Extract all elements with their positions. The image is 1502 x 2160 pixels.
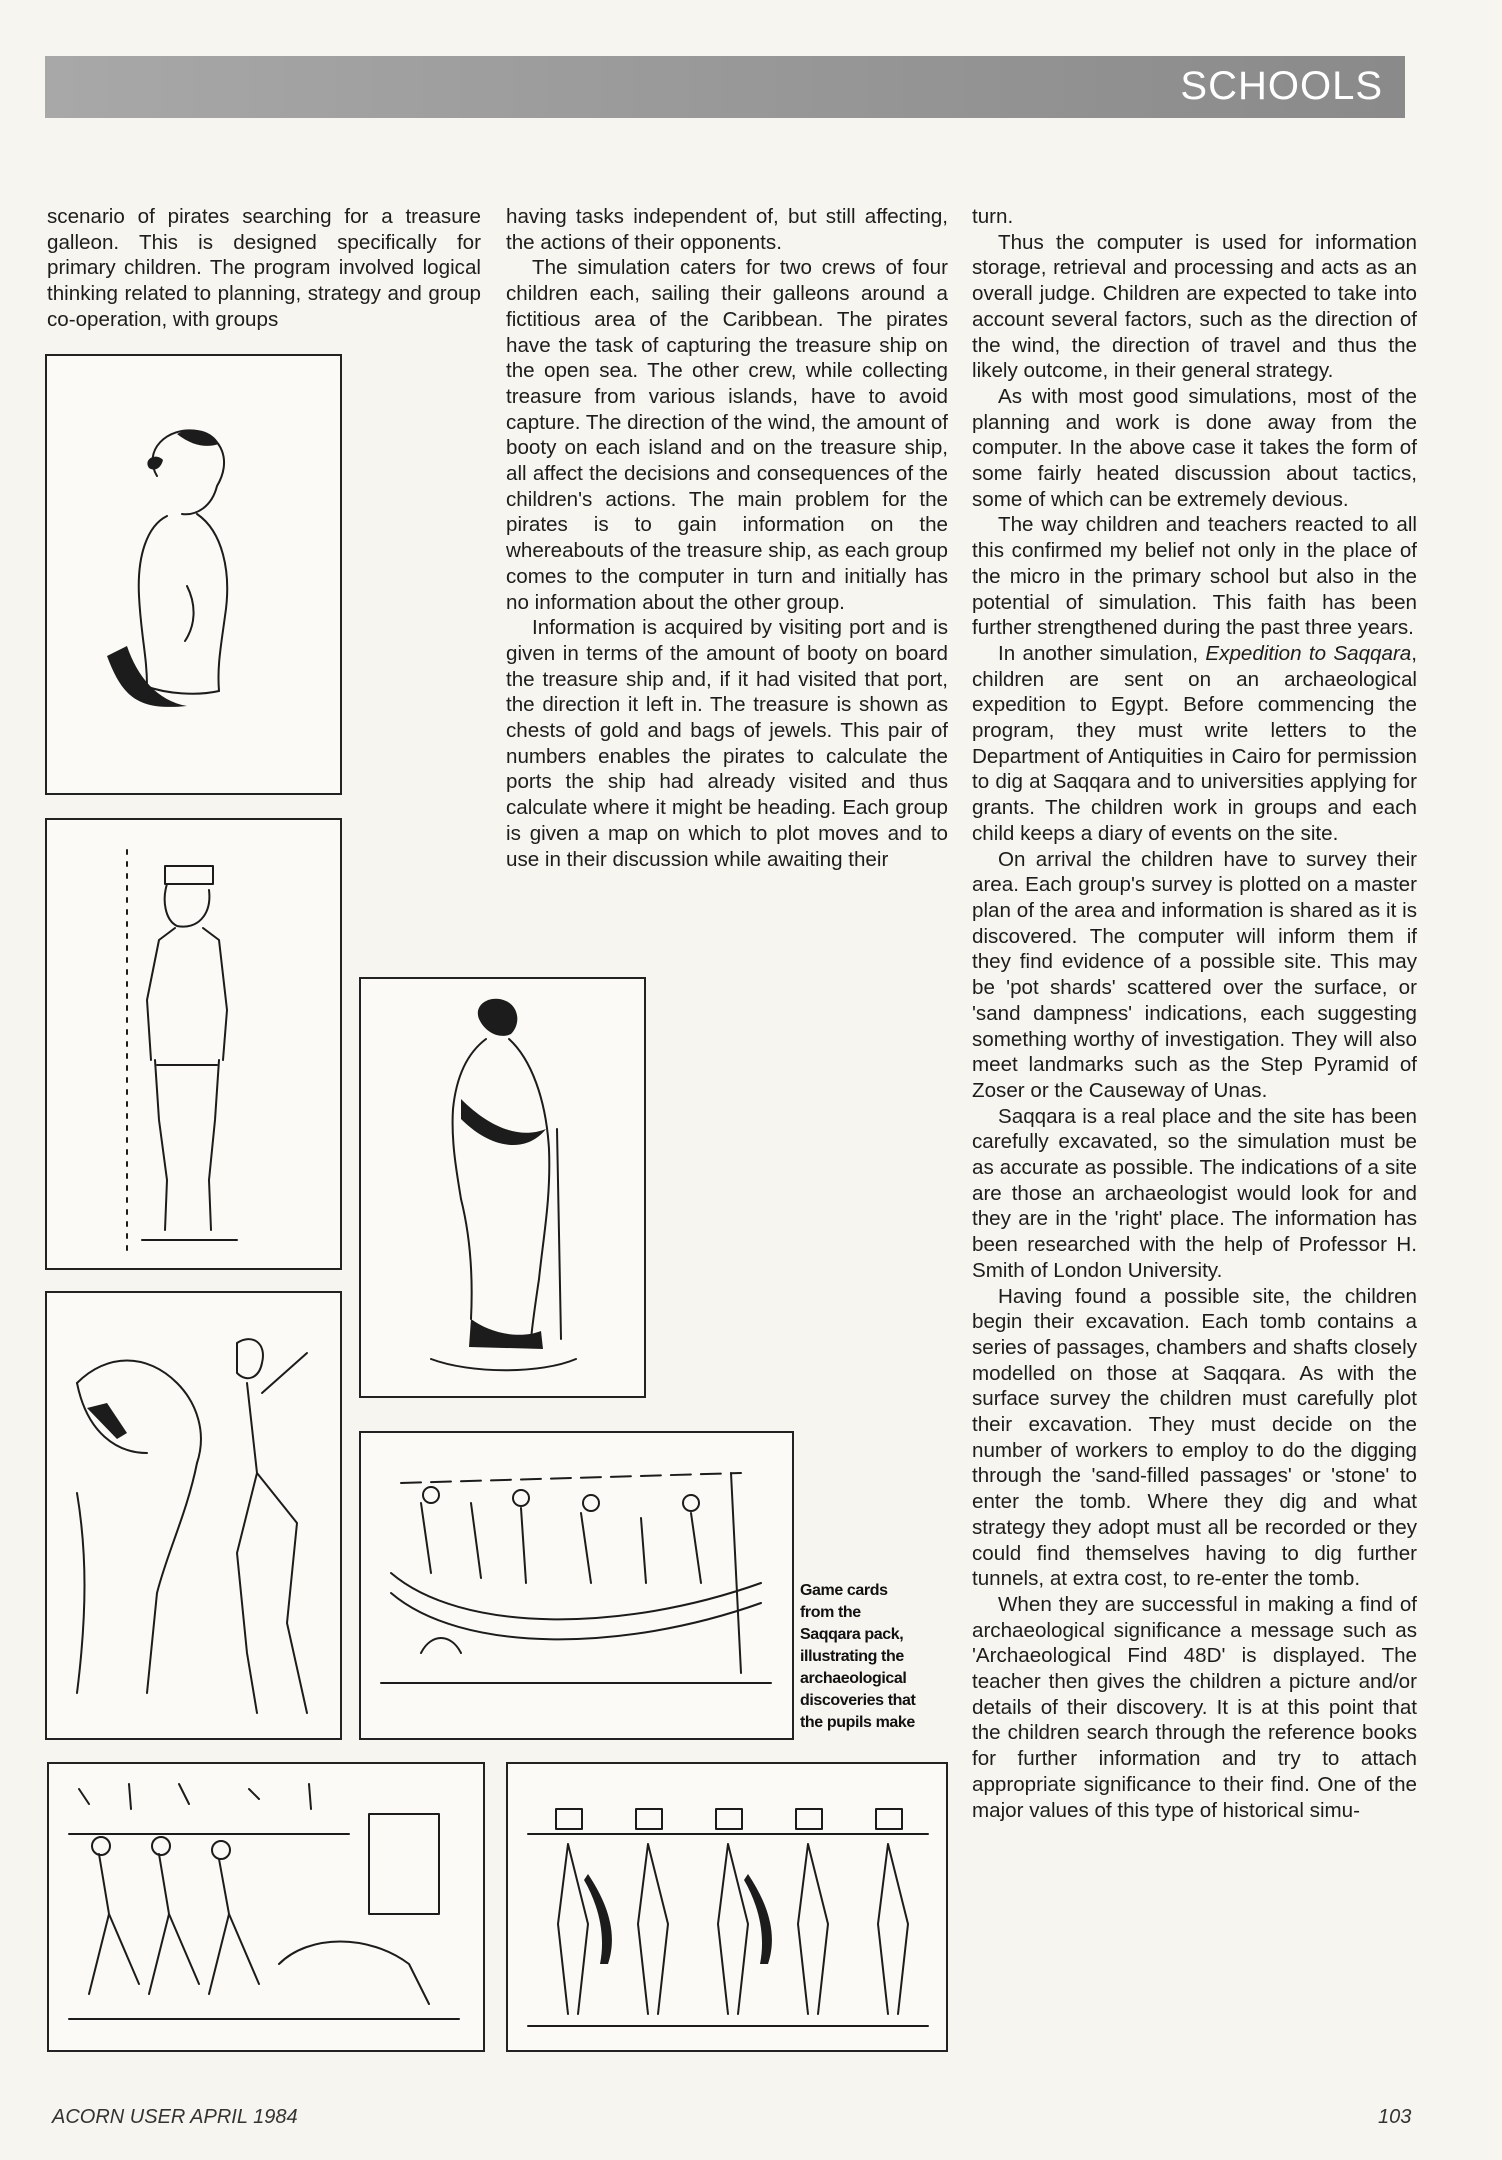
- bull-and-man-relief-illustration: [47, 1293, 340, 1738]
- article-column-2: [506, 204, 948, 872]
- hunting-relief-illustration: [49, 1764, 483, 2050]
- game-card-procession-relief: [506, 1762, 948, 2052]
- game-card-statuette: [45, 354, 342, 795]
- page-number: 103: [1378, 2106, 1412, 2128]
- game-card-standing-figure: [45, 818, 342, 1270]
- paragraph: On arrival the children have to survey their area. Each group's survey is plotted on a master plan of the area and information is shared as it is discovered. The computer will inform them if they find evidence of a possible site. This may be 'pot shards' scattered over the surface, or 'sand dampness' indications, each suggesting something worthy of investigation. They will also meet landmarks such as the Step Pyramid of Zoser or the Causeway of Unas.: [972, 847, 1417, 1102]
- paragraph: [972, 641, 1417, 847]
- text-run: , children are sent on an archaeological expedition to Egypt. Before commencing the program, they must write letters to the Department of Antiquities in Cairo for permission to dig at Saqqara and to universities applying for grants. The children work in groups and each child keeps a diary of events on the site.: [972, 641, 1417, 845]
- paragraph: The simulation caters for two crews of four children each, sailing their galleons around a fictitious area of the Caribbean. The pirates have the task of capturing the treasure ship on the open sea. The other crew, while collecting treasure from various islands, have to avoid capture. The direction of the wind, the amount of booty on each island and on the treasure ship, all affect the decisions and consequences of the children's actions. The main problem for the pirates is to gain information on the whereabouts of the treasure ship, as each group comes to the computer in turn and initially has no information about the other group.: [506, 256, 948, 614]
- paragraph: having tasks independent of, but still affecting, the actions of their opponents.: [506, 205, 948, 254]
- paragraph: As with most good simulations, most of the planning and work is done away from the computer. In the above case it takes the form of some fairly heated discussion about tactics, some of which can be extremely devious.: [972, 384, 1417, 511]
- paragraph: Saqqara is a real place and the site has been carefully excavated, so the simulation must be as accurate as possible. The indications of a site are those an archaeologist would look for and they are in the 'right' place. The information has been researched with the help of Professor H. Smith of London University.: [972, 1104, 1417, 1282]
- paragraph: The way children and teachers reacted to all this confirmed my belief not only in the place of the micro in the primary school but also in the potential of simulation. This faith has been further strengthened during the past three years.: [972, 513, 1417, 640]
- paragraph: scenario of pirates searching for a treasure galleon. This is designed specifically for primary children. The program involved logical thinking related to planning, strategy and group co-operation, with groups: [47, 205, 481, 331]
- standing-figure-illustration: [47, 820, 340, 1268]
- statuette-illustration: [47, 356, 340, 793]
- article-column-1: [47, 204, 481, 333]
- game-card-bull-relief: [45, 1291, 342, 1740]
- program-title: Expedition to Saqqara: [1205, 641, 1412, 665]
- procession-relief-illustration: [508, 1764, 946, 2050]
- paragraph: Having found a possible site, the children begin their excavation. Each tomb contains a series of passages, chambers and shafts closely modelled on those at Saqqara. As with the surface survey the children must carefully plot their excavation. They must decide on the number of workers to employ to do the digging through the 'sand-filled passages' or 'stone' to enter the tomb. Where they dig and what strategy they adopt must all be recorded or they could find themselves having to dig further tunnels, at extra cost, to re-enter the tomb.: [972, 1284, 1417, 1591]
- game-card-roman-statue: [359, 977, 646, 1398]
- article-column-3: [972, 204, 1417, 1823]
- paragraph: When they are successful in making a find of archaeological significance a message such as 'Archaeological Find 48D' is displayed. The teacher then gives the children a picture and/or details of their discovery. It is at this point that the children search through the reference books for further information and try to attach appropriate significance to their find. One of the major values of this type of historical simu-: [972, 1592, 1417, 1822]
- paragraph: turn.: [972, 205, 1014, 228]
- figure-caption: Game cards from the Saqqara pack, illustrating the archaeological discoveries that the pupils make: [800, 1582, 916, 1731]
- paragraph: Thus the computer is used for information storage, retrieval and processing and acts as an overall judge. Children are expected to take into account several factors, such as the direction of the wind, the direction of travel and thus the likely outcome, in their general strategy.: [972, 230, 1417, 383]
- section-title: SCHOOLS: [1180, 64, 1383, 108]
- magazine-footer: ACORN USER APRIL 1984: [52, 2106, 298, 2128]
- paragraph: Information is acquired by visiting port and is given in terms of the amount of booty on board the treasure ship and, if it had visited that port, the direction it left in. The treasure is shown as chests of gold and bags of jewels. This pair of numbers enables the pirates to calculate the ports the ship had already visited and thus calculate where it might be heading. Each group is given a map on which to plot moves and to use in their discussion while awaiting their: [506, 616, 948, 871]
- game-card-hunting-relief: [47, 1762, 485, 2052]
- roman-statue-illustration: [361, 979, 644, 1396]
- section-header-bar: [45, 56, 1405, 118]
- game-card-boat-relief: [359, 1431, 794, 1740]
- text-run: In another simulation,: [998, 641, 1206, 665]
- boat-relief-illustration: [361, 1433, 792, 1738]
